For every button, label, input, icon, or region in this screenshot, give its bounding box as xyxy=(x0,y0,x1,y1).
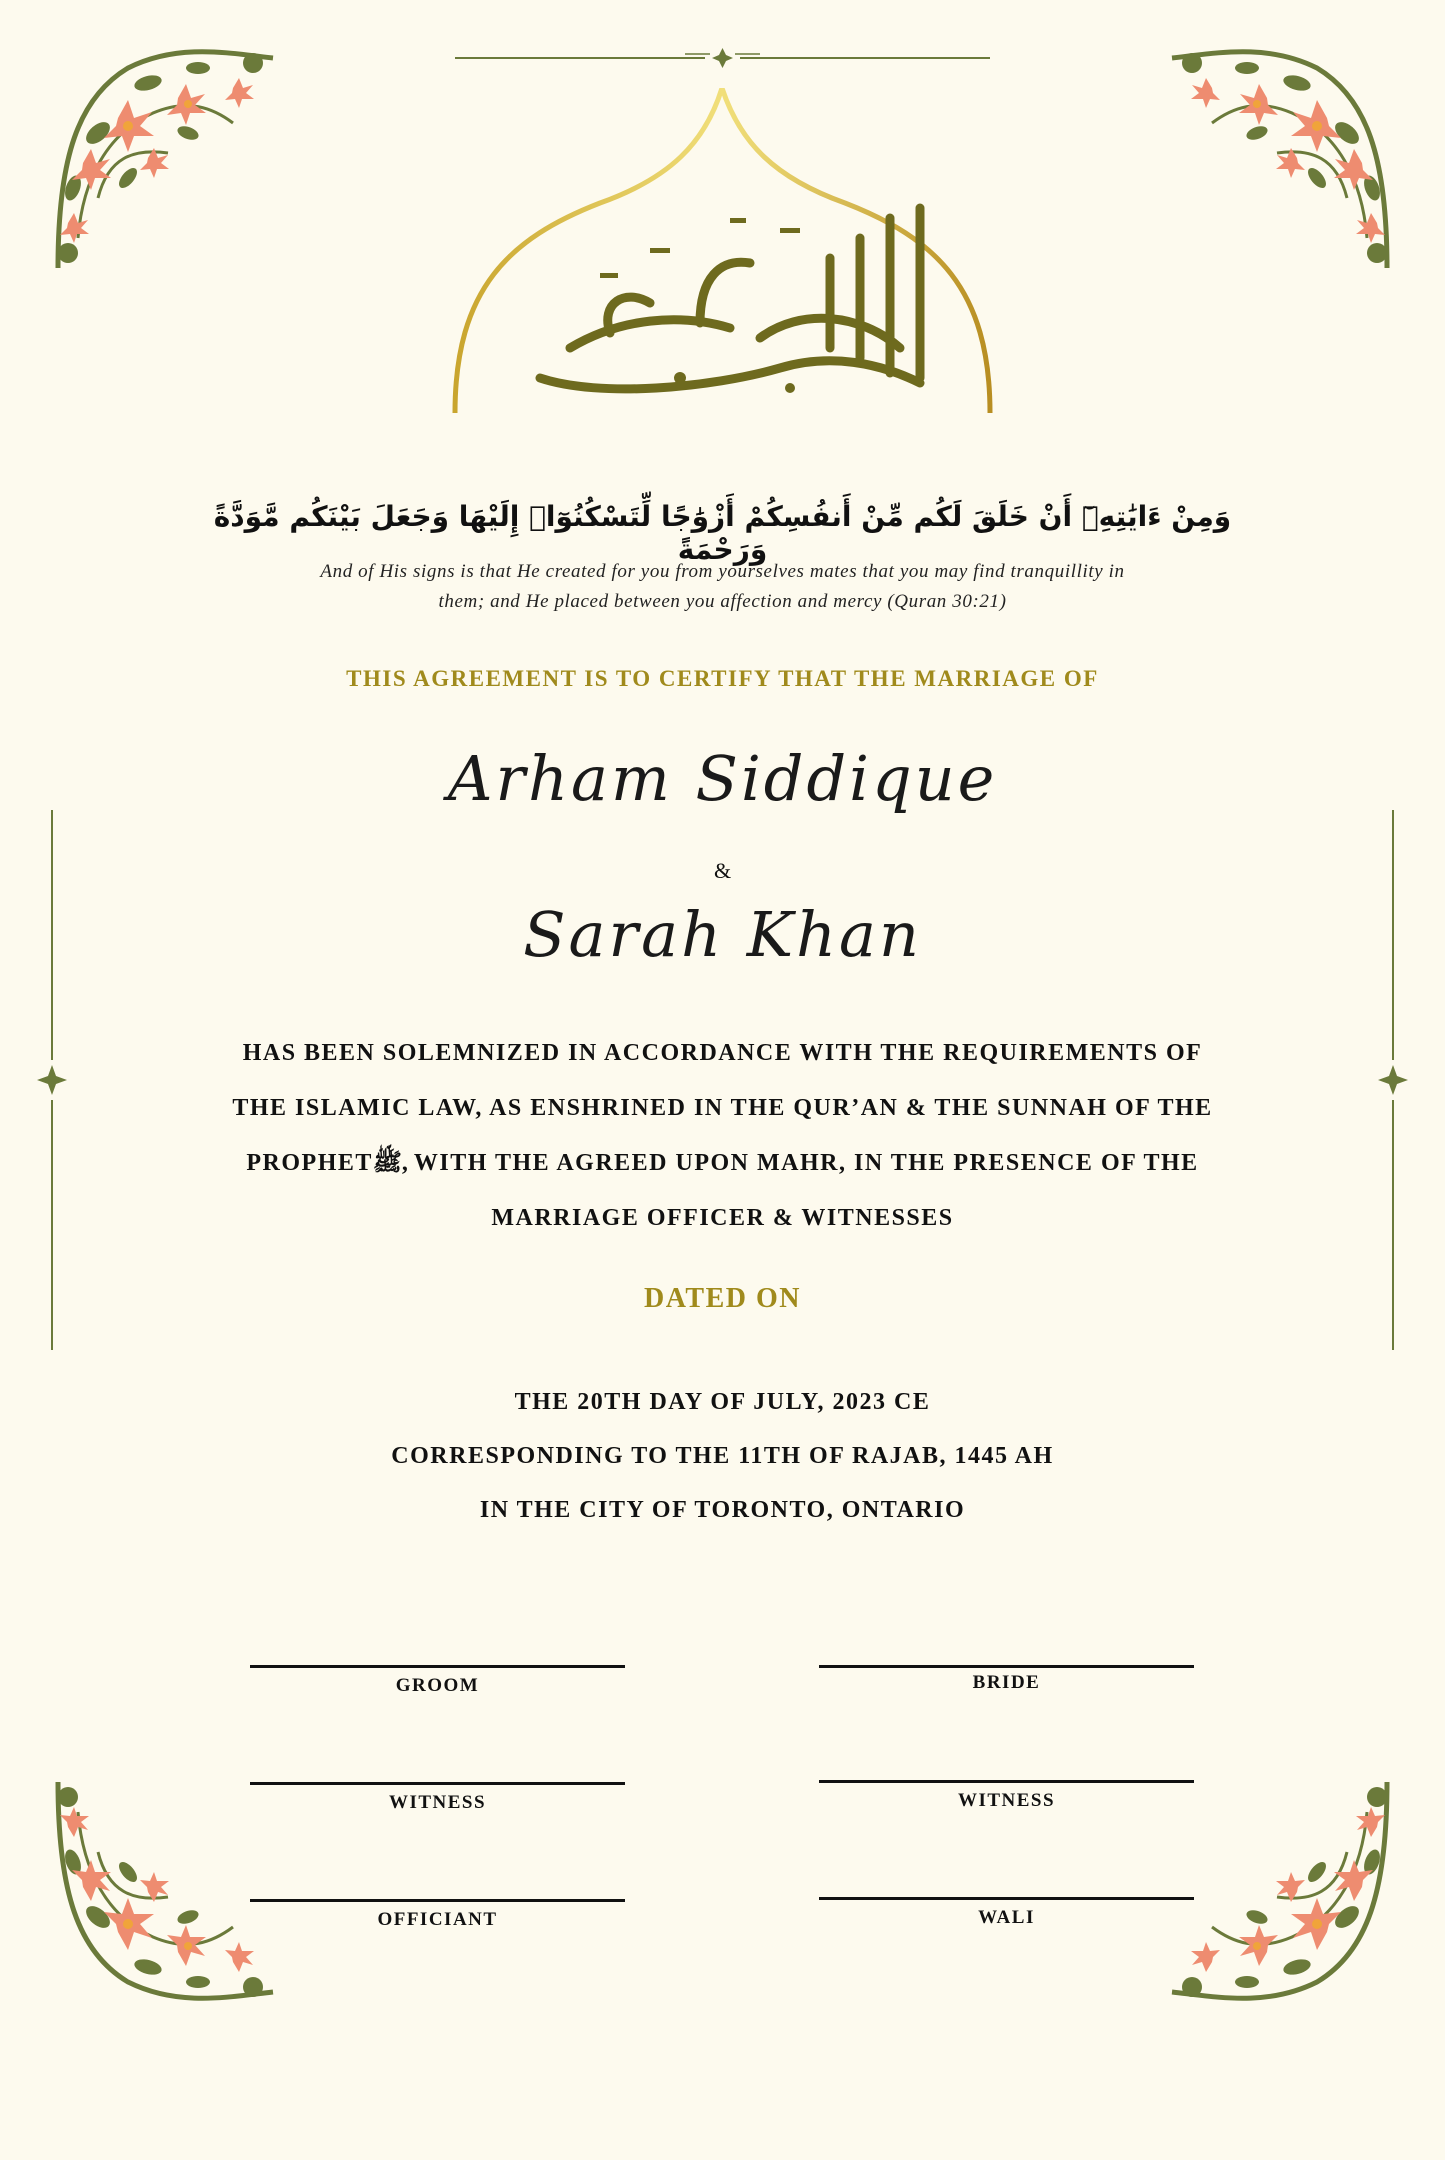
left-side-divider xyxy=(37,810,67,1350)
date-line-1: THE 20TH DAY OF JULY, 2023 CE xyxy=(514,1389,931,1415)
bride-label: BRIDE xyxy=(972,1672,1041,1693)
officiant-signature-line[interactable] xyxy=(250,1899,625,1902)
ampersand: & xyxy=(713,858,732,883)
groom-name: Arham Siddique xyxy=(447,742,998,815)
groom-label: GROOM xyxy=(395,1675,480,1696)
officiant-label: OFFICIANT xyxy=(377,1909,498,1930)
wali-label: WALI xyxy=(978,1907,1035,1928)
witness-right-signature-line[interactable] xyxy=(819,1780,1194,1783)
bride-signature-line[interactable] xyxy=(819,1665,1194,1668)
groom-signature-line[interactable] xyxy=(250,1665,625,1668)
statement-line-4: MARRIAGE OFFICER & WITNESSES xyxy=(491,1205,954,1231)
top-left-floral-ornament xyxy=(38,38,288,288)
certify-heading: THIS AGREEMENT IS TO CERTIFY THAT THE MARRIAGE OF xyxy=(346,666,1099,691)
statement-line-2: THE ISLAMIC LAW, AS ENSHRINED IN THE QUR’AN & THE SUNNAH OF THE xyxy=(232,1095,1213,1121)
date-block xyxy=(200,1375,1245,1537)
right-side-divider xyxy=(1378,810,1408,1350)
witness-right-label: WITNESS xyxy=(957,1790,1056,1811)
statement-line-3: PROPHETﷺ, WITH THE AGREED UPON MAHR, IN THE PRESENCE OF THE xyxy=(246,1150,1199,1176)
wali-signature-line[interactable] xyxy=(819,1897,1194,1900)
quran-verse-translation xyxy=(200,557,1245,617)
statement-line-1: HAS BEEN SOLEMNIZED IN ACCORDANCE WITH THE REQUIREMENTS OF xyxy=(242,1040,1203,1066)
translation-line-2: them; and He placed between you affection and mercy (Quran 30:21) xyxy=(438,591,1007,612)
witness-left-signature-line[interactable] xyxy=(250,1782,625,1785)
solemnization-statement xyxy=(150,1026,1295,1246)
top-divider-ornament xyxy=(455,48,990,68)
bottom-right-floral-ornament xyxy=(1157,1762,1407,2012)
date-line-3: IN THE CITY OF TORONTO, ONTARIO xyxy=(479,1497,966,1523)
translation-line-1: And of His signs is that He created for you from yourselves mates that you may find tranquillity in xyxy=(320,561,1125,582)
bride-name: Sarah Khan xyxy=(523,898,922,971)
top-right-floral-ornament xyxy=(1157,38,1407,288)
witness-left-label: WITNESS xyxy=(388,1792,487,1813)
bismillah-calligraphy-arch xyxy=(450,88,995,420)
date-line-2: CORRESPONDING TO THE 11TH OF RAJAB, 1445 AH xyxy=(391,1443,1054,1469)
quran-verse-arabic: وَمِنْ ءَايَٰتِهِۦٓ أَنْ خَلَقَ لَكُم مِّنْ أَنفُسِكُمْ أَزْوَٰجًا لِّتَسْكُنُوٓا۟ إِلَيْهَا وَجَعَلَ بَيْنَكُم مَّوَدَّةً وَرَحْمَةً xyxy=(213,500,1232,566)
dated-on-heading: DATED ON xyxy=(644,1283,801,1314)
